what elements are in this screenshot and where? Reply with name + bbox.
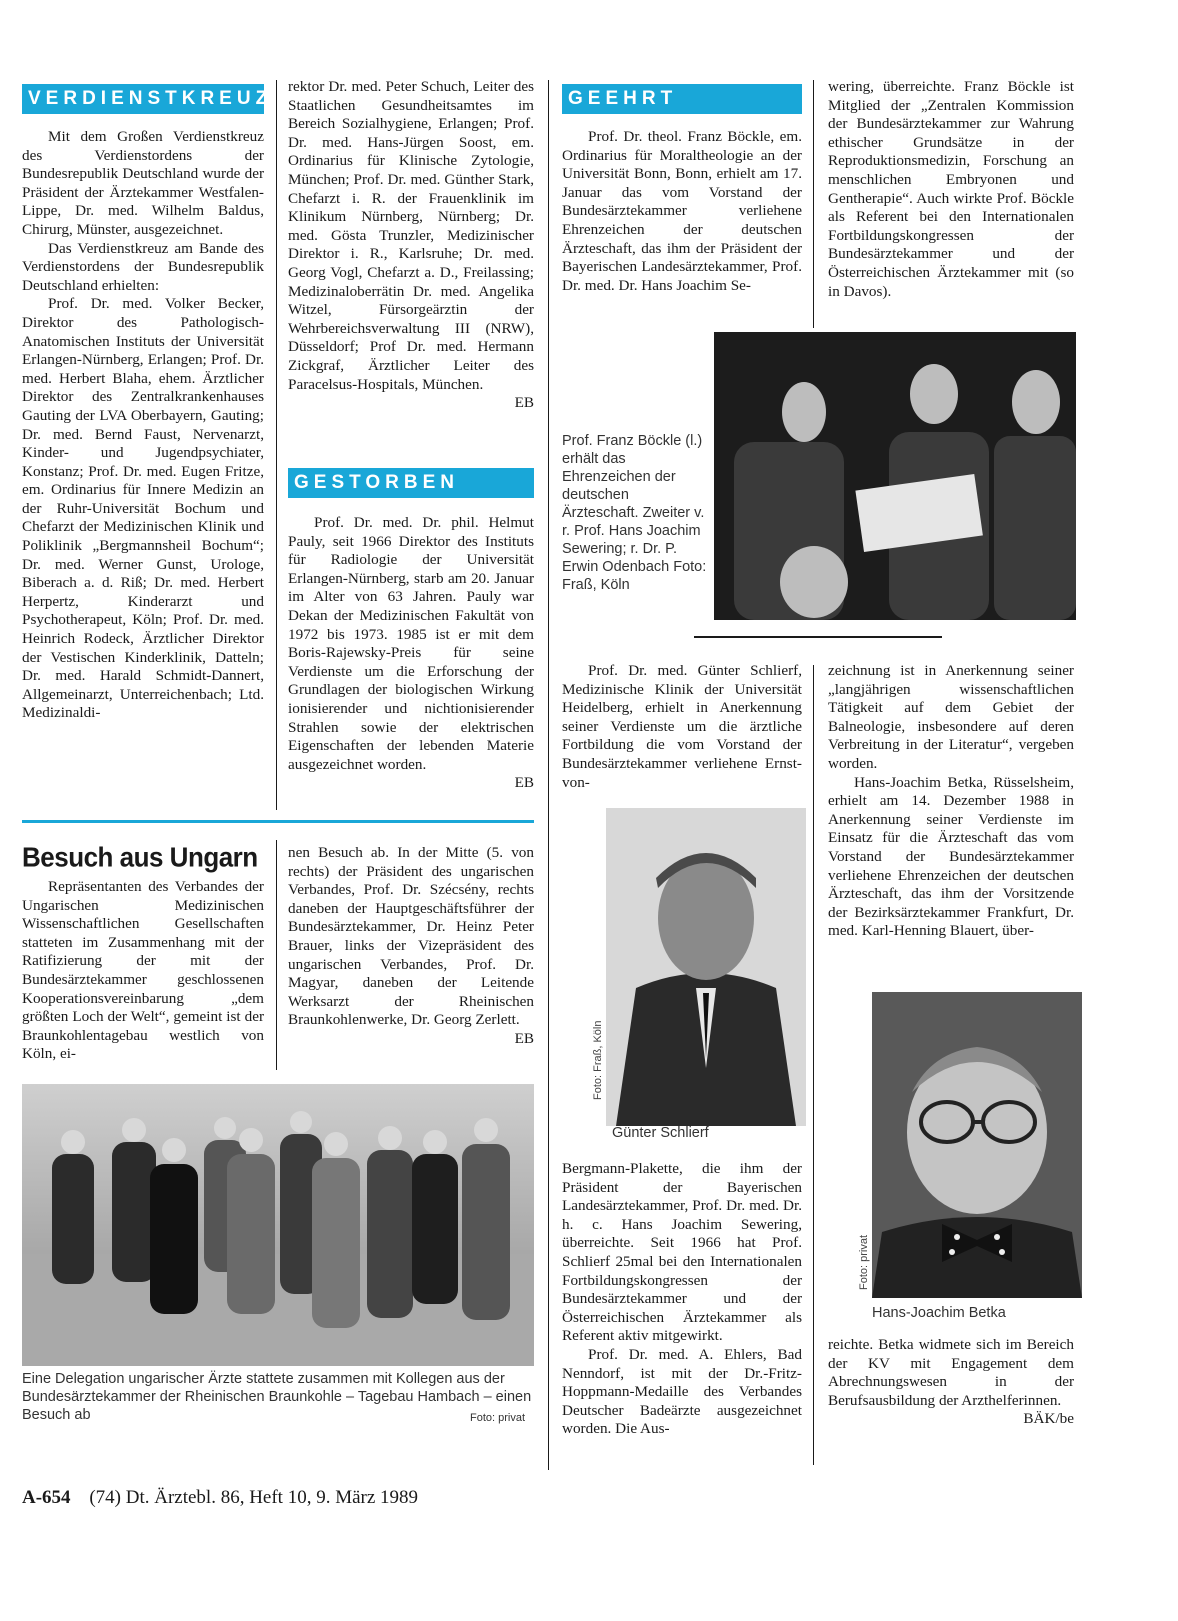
besuch-headline: Besuch aus Ungarn	[22, 840, 258, 874]
gestorben-paragraph: Prof. Dr. med. Dr. phil. Helmut Pauly, seit 1966 Direktor des Instituts für Radiologie der Universität Erlangen-Nürnberg, starb am 20. Januar im Alter von 63 Jahren. Pauly war Dekan der Medizinischen Fakultät von 1972 bis 1973. 1985 ist er mit dem Boris-Rajewsky-Preis für seine Verdienste um die Erforschung der Grundlagen der biologischen Wirkung ionisierender und nichtionisierender Strahlen sowie der elektrischen Eigenschaften der lebenden Materie ausgezeichnet worden.	[288, 514, 534, 773]
geehrt-paragraph-1: Prof. Dr. theol. Franz Böckle, em. Ordinarius für Moraltheologie an der Universität Bonn, Bonn, erhielt am 17. Januar das vom Vorstand der Bundesärztekammer verliehene Ehrenzeichen der deutschen Ärzteschaft, das ihm der Präsident der Bayerischen Landesärztekammer, Prof. Dr. med. Dr. Hans Joachim Se-	[562, 128, 802, 294]
delegation-photo-caption	[22, 1370, 534, 1424]
geehrt-paragraph-2: wering, überreichte. Franz Böckle ist Mitglied der „Zentralen Kommission der Bundesärztekammer zur Wahrung ethischer Grundsätze in der Reproduktionsmedizin, Forschung an menschlichen Embryonen und Gentherapie“. Auch wirkte Prof. Böckle als Referent bei den Internationalen Fortbildungskongressen der Bundesärztekammer und der Österreichischen Ärztekammer mit (so in Davos).	[828, 78, 1074, 300]
gestorben-column	[288, 514, 534, 814]
geehrt-paragraph-5: Prof. Dr. med. A. Ehlers, Bad Nenndorf, ist mit der Dr.-Fritz-Hoppmann-Medaille des Verbandes Deutscher Badeärzte ausgezeichnet worden. Die Aus-	[562, 1345, 802, 1438]
geehrt-column-5	[828, 662, 1074, 972]
betka-portrait-photo	[872, 992, 1082, 1298]
delegation-group-photo	[22, 1084, 534, 1366]
geehrt-paragraph-4: Bergmann-Plakette, die ihm der Präsident der Bayerischen Landesärztekammer, Prof. Dr. med. Dr. h. c. Hans Joachim Sewering, überreichte. Seit 1966 hat Prof. Schlierf 25mal bei den Internationalen Fortbildungskongressen der Bundesärztekammer und der Österreichischen Ärztekammer als Referent aktiv mitgewirkt.	[562, 1160, 802, 1345]
geehrt-signature: BÄK/be	[1023, 1410, 1074, 1428]
besuch-paragraph-1: Repräsentanten des Verbandes der Ungarischen Medizinischen Wissenschaftlichen Gesellschaften statteten im Zusammenhang mit der Ratifizierung der mit der Bundesärztekammer geschlossenen Kooperationsvereinbarung „dem größten Loch der Welt“, gemeint ist der Braunkohlentagebau westlich von Köln, ei-	[22, 878, 264, 1063]
besuch-paragraph-2: nen Besuch ab. In der Mitte (5. von rechts) der Präsident des ungarischen Verbandes, Prof. Dr. Szécsény, rechts daneben der Hauptgeschäftsführer der Bundesärztekammer, Dr. Heinz Peter Brauer, links der Vizepräsident des ungarischen Verbandes, Prof. Dr. Magyar, daneben der Leitende Werksarzt der Rheinischen Braunkohlenwerke, Dr. Georg Zerlett.	[288, 844, 534, 1029]
verdienstkreuz-signature: EB	[514, 394, 534, 412]
journal-reference: (74) Dt. Ärztebl. 86, Heft 10, 9. März 1989	[89, 1487, 419, 1508]
schlierf-caption: Günter Schlierf	[612, 1125, 709, 1141]
page-footer	[22, 1487, 418, 1509]
verdienstkreuz-column-2	[288, 78, 534, 464]
column-divider-5	[813, 665, 814, 1465]
section-label-gestorben: GESTORBEN	[288, 468, 534, 498]
geehrt-column-4	[562, 1160, 802, 1460]
column-divider-1	[276, 80, 277, 810]
geehrt-column-6	[828, 1336, 1074, 1436]
section-label-geehrt: GEEHRT	[562, 84, 802, 114]
schlierf-portrait-photo	[606, 808, 806, 1126]
besuch-top-rule	[22, 820, 534, 823]
besuch-signature: EB	[514, 1029, 534, 1047]
geehrt-paragraph-7: Hans-Joachim Betka, Rüsselsheim, erhielt am 14. Dezember 1988 in Anerkennung seiner Verdienste im Einsatz für die Ärzteschaft das vom Vorstand der Bundesärztekammer verliehene Ehrenzeichen der deutschen Ärzteschaft, das ihm der Vorsitzende der Bezirksärztekammer Frankfurt, Dr. med. Karl-Henning Blauert, über-	[828, 773, 1074, 940]
column-divider-2	[276, 840, 277, 1070]
page-number: A-654	[22, 1487, 71, 1508]
verdienstkreuz-column-1	[22, 128, 264, 808]
verdienstkreuz-paragraph-2: Das Verdienstkreuz am Bande des Verdienstordens der Bundesrepublik Deutschland erhielten:	[22, 239, 264, 294]
geehrt-paragraph-8: reichte. Betka widmete sich im Bereich der KV mit Engagement dem Abrechnungswesen in der Berufsausbildung der Arzthelferinnen.	[828, 1336, 1074, 1409]
besuch-column-1	[22, 878, 264, 1074]
column-divider-3	[548, 80, 549, 1470]
verdienstkreuz-paragraph-1: Mit dem Großen Verdienstkreuz des Verdienstordens der Bundesrepublik Deutschland wurde der Präsident der Ärztekammer Westfalen-Lippe, Dr. med. Wilhelm Baldus, Chirurg, Münster, ausgezeichnet.	[22, 128, 264, 238]
betka-caption: Hans-Joachim Betka	[872, 1305, 1006, 1321]
geehrt-column-2	[828, 78, 1074, 328]
gestorben-signature: EB	[514, 774, 534, 792]
delegation-caption-text: Eine Delegation ungarischer Ärzte stattete zusammen mit Kollegen aus der Bundesärztekammer der Rheinischen Braunkohle – Tagebau Hambach – einen Besuch ab	[22, 1371, 532, 1423]
section-label-verdienstkreuz: VERDIENSTKREUZ	[22, 84, 264, 114]
geehrt-paragraph-6: zeichnung ist in Anerkennung seiner „langjährigen wissenschaftlichen Tätigkeit auf dem Gebiet der Balneologie, insbesondere auf deren Verbreitung in der Literatur“, vergeben worden.	[828, 662, 1074, 772]
boeckle-photo-caption: Prof. Franz Böckle (l.) erhält das Ehrenzeichen der deutschen Ärzteschaft. Zweiter v. r. Prof. Hans Joachim Sewering; r. Dr. P. Erwin Odenbach Foto: Fraß, Köln	[562, 433, 707, 593]
geehrt-column-1	[562, 128, 802, 326]
delegation-photo-credit: Foto: privat	[470, 1412, 526, 1424]
boeckle-ceremony-photo	[714, 332, 1076, 620]
verdienstkreuz-paragraph-3: Prof. Dr. med. Volker Becker, Direktor des Pathologisch-Anatomischen Instituts der Universität Erlangen-Nürnberg, Erlangen; Prof. Dr. med. Herbert Blaha, ehem. Ärztlicher Direktor des Zentralkrankenhauses Gauting der LVA Oberbayern, Gauting; Dr. med. Bernd Faust, Nervenarzt, Kinder- und Jugendpsychiater, Konstanz; Prof. Dr. med. Eugen Fritze, em. Ordinarius für Innere Medizin an der Ruhr-Universität Bochum und Chefarzt der Medizinischen Klinik und Poliklinik „Bergmannsheil Bochum“; Dr. med. Werner Gunst, Urologe, Biberach a. d. Riß; Dr. med. Herbert Herpertz, Kinderarzt und Psychotherapeut, Köln; Prof. Dr. med. Heinrich Rodeck, Ärztlicher Direktor der Vestischen Kinderklinik, Datteln; Dr. med. Harald Schmidt-Dannert, Allgemeinarzt, Unterreichenbach; Ltd. Medizinaldi-	[22, 295, 264, 722]
besuch-column-2	[288, 844, 534, 1074]
verdienstkreuz-paragraph-4: rektor Dr. med. Peter Schuch, Leiter des Staatlichen Gesundheitsamtes im Bereich Sozialhygiene, Erlangen; Prof. Dr. med. Hans-Jürgen Soost, em. Ordinarius für Klinische Zytologie, München; Prof. Dr. med. Günther Stark, Chefarzt i. R. der Frauenklinik im Klinikum Nürnberg, Nürnberg; Dr. med. Gösta Trunzler, Medizinischer Direktor i. R., Karlsruhe; Dr. med. Georg Vogl, Chefarzt a. D., Freilassing; Medizinaloberrätin Dr. med. Angelika Witzel, Fürsorgeärztin der Wehrbereichsverwaltung III (NRW), Düsseldorf; Prof Dr. med. Hermann Zickgraf, Ärztlicher Leiter des Paracelsus-Hospitals, München.	[288, 78, 534, 393]
schlierf-photo-credit: Foto: Fraß, Köln	[592, 1020, 604, 1100]
betka-photo-credit: Foto: privat	[858, 1234, 870, 1290]
geehrt-paragraph-3: Prof. Dr. med. Günter Schlierf, Medizinische Klinik der Universität Heidelberg, erhielt in Anerkennung seiner Verdienste um die ärztliche Fortbildung die vom Vorstand der Bundesärztekammer verliehene Ernst-von-	[562, 662, 802, 791]
geehrt-separator-rule	[694, 636, 942, 638]
column-divider-4	[813, 80, 814, 328]
geehrt-column-3	[562, 662, 802, 796]
